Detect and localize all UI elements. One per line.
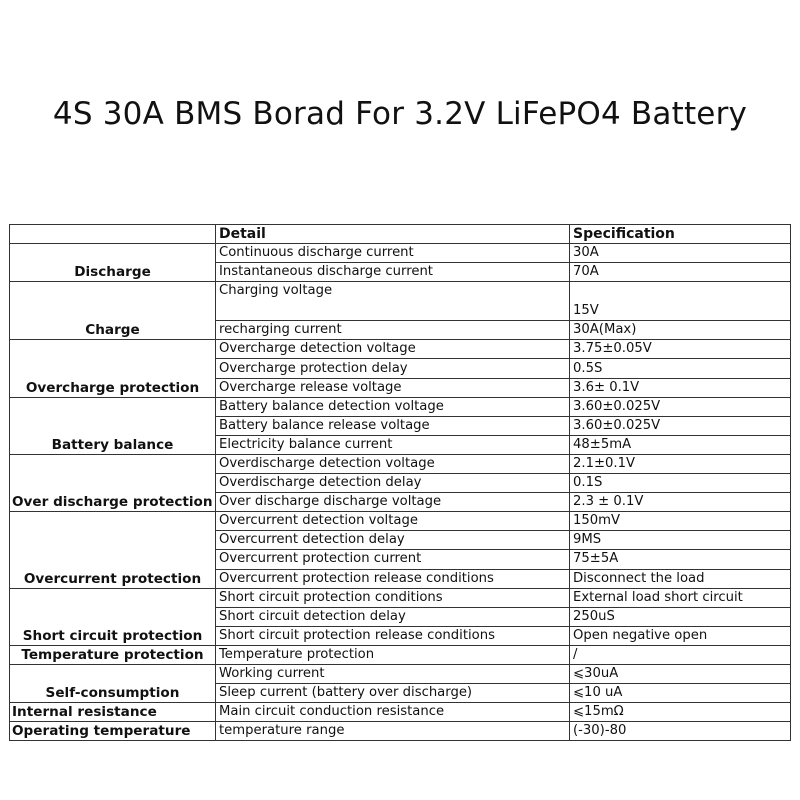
spec-cell: Open negative open bbox=[570, 626, 791, 645]
spec-cell: 15V bbox=[570, 282, 791, 321]
category-self-consumption: Self-consumption bbox=[10, 664, 216, 702]
header-category-cell bbox=[10, 225, 216, 244]
detail-cell: Electricity balance current bbox=[216, 435, 570, 454]
category-discharge: Discharge bbox=[10, 244, 216, 282]
table-row bbox=[10, 664, 791, 683]
table-header-row bbox=[10, 225, 791, 244]
detail-cell: Battery balance release voltage bbox=[216, 416, 570, 435]
spec-cell: 3.60±0.025V bbox=[570, 416, 791, 435]
spec-cell: 70A bbox=[570, 263, 791, 282]
detail-cell: Temperature protection bbox=[216, 645, 570, 664]
spec-cell: / bbox=[570, 645, 791, 664]
spec-cell: 250uS bbox=[570, 607, 791, 626]
category-overcurrent-protection: Overcurrent protection bbox=[10, 512, 216, 588]
spec-cell: ⩽30uA bbox=[570, 664, 791, 683]
detail-cell: Overcurrent detection delay bbox=[216, 531, 570, 550]
detail-cell: Main circuit conduction resistance bbox=[216, 703, 570, 722]
spec-cell: ⩽10 uA bbox=[570, 684, 791, 703]
detail-cell: Overdischarge detection voltage bbox=[216, 454, 570, 473]
detail-cell: Continuous discharge current bbox=[216, 244, 570, 263]
spec-cell: 3.60±0.025V bbox=[570, 397, 791, 416]
spec-cell: (-30)-80 bbox=[570, 722, 791, 741]
detail-cell: Short circuit protection release conditions bbox=[216, 626, 570, 645]
detail-cell: Over discharge discharge voltage bbox=[216, 493, 570, 512]
table-row bbox=[10, 588, 791, 607]
table-row bbox=[10, 703, 791, 722]
spec-cell: Disconnect the load bbox=[570, 569, 791, 588]
detail-cell: Overcurrent protection current bbox=[216, 550, 570, 569]
detail-cell: Sleep current (battery over discharge) bbox=[216, 684, 570, 703]
detail-cell: Battery balance detection voltage bbox=[216, 397, 570, 416]
spec-cell: 9MS bbox=[570, 531, 791, 550]
category-overcharge-protection: Overcharge protection bbox=[10, 340, 216, 397]
table-row bbox=[10, 454, 791, 473]
table-row bbox=[10, 244, 791, 263]
category-battery-balance: Battery balance bbox=[10, 397, 216, 454]
table-row bbox=[10, 397, 791, 416]
spec-cell: 3.75±0.05V bbox=[570, 340, 791, 359]
table-row bbox=[10, 512, 791, 531]
category-internal-resistance: Internal resistance bbox=[10, 703, 216, 722]
spec-cell: External load short circuit bbox=[570, 588, 791, 607]
spec-cell: 0.1S bbox=[570, 474, 791, 493]
detail-cell: Overdischarge detection delay bbox=[216, 474, 570, 493]
detail-cell: temperature range bbox=[216, 722, 570, 741]
category-over-discharge-protection: Over discharge protection bbox=[10, 454, 216, 511]
detail-cell: Working current bbox=[216, 664, 570, 683]
detail-cell: Overcurrent protection release conditions bbox=[216, 569, 570, 588]
spec-cell: 2.3 ± 0.1V bbox=[570, 493, 791, 512]
detail-cell: Overcurrent detection voltage bbox=[216, 512, 570, 531]
detail-cell: Overcharge protection delay bbox=[216, 359, 570, 378]
table-row bbox=[10, 645, 791, 664]
specification-table bbox=[9, 224, 791, 741]
detail-cell: Short circuit detection delay bbox=[216, 607, 570, 626]
detail-cell: Overcharge release voltage bbox=[216, 378, 570, 397]
page-title: 4S 30A BMS Borad For 3.2V LiFePO4 Battery bbox=[52, 96, 748, 132]
spec-cell: 30A(Max) bbox=[570, 321, 791, 340]
spec-cell: 75±5A bbox=[570, 550, 791, 569]
header-specification: Specification bbox=[570, 225, 791, 244]
spec-cell: 2.1±0.1V bbox=[570, 454, 791, 473]
spec-cell: 48±5mA bbox=[570, 435, 791, 454]
spec-cell: 3.6± 0.1V bbox=[570, 378, 791, 397]
detail-cell: Short circuit protection conditions bbox=[216, 588, 570, 607]
spec-cell: ⩽15mΩ bbox=[570, 703, 791, 722]
category-charge: Charge bbox=[10, 282, 216, 340]
detail-cell: Charging voltage bbox=[216, 282, 570, 321]
category-short-circuit-protection: Short circuit protection bbox=[10, 588, 216, 645]
detail-cell: recharging current bbox=[216, 321, 570, 340]
spec-cell: 150mV bbox=[570, 512, 791, 531]
category-operating-temperature: Operating temperature bbox=[10, 722, 216, 741]
detail-cell: Overcharge detection voltage bbox=[216, 340, 570, 359]
detail-cell: Instantaneous discharge current bbox=[216, 263, 570, 282]
spec-cell: 0.5S bbox=[570, 359, 791, 378]
table-row bbox=[10, 340, 791, 359]
table-row bbox=[10, 282, 791, 321]
spec-cell: 30A bbox=[570, 244, 791, 263]
category-temperature-protection: Temperature protection bbox=[10, 645, 216, 664]
table-row bbox=[10, 722, 791, 741]
header-detail: Detail bbox=[216, 225, 570, 244]
